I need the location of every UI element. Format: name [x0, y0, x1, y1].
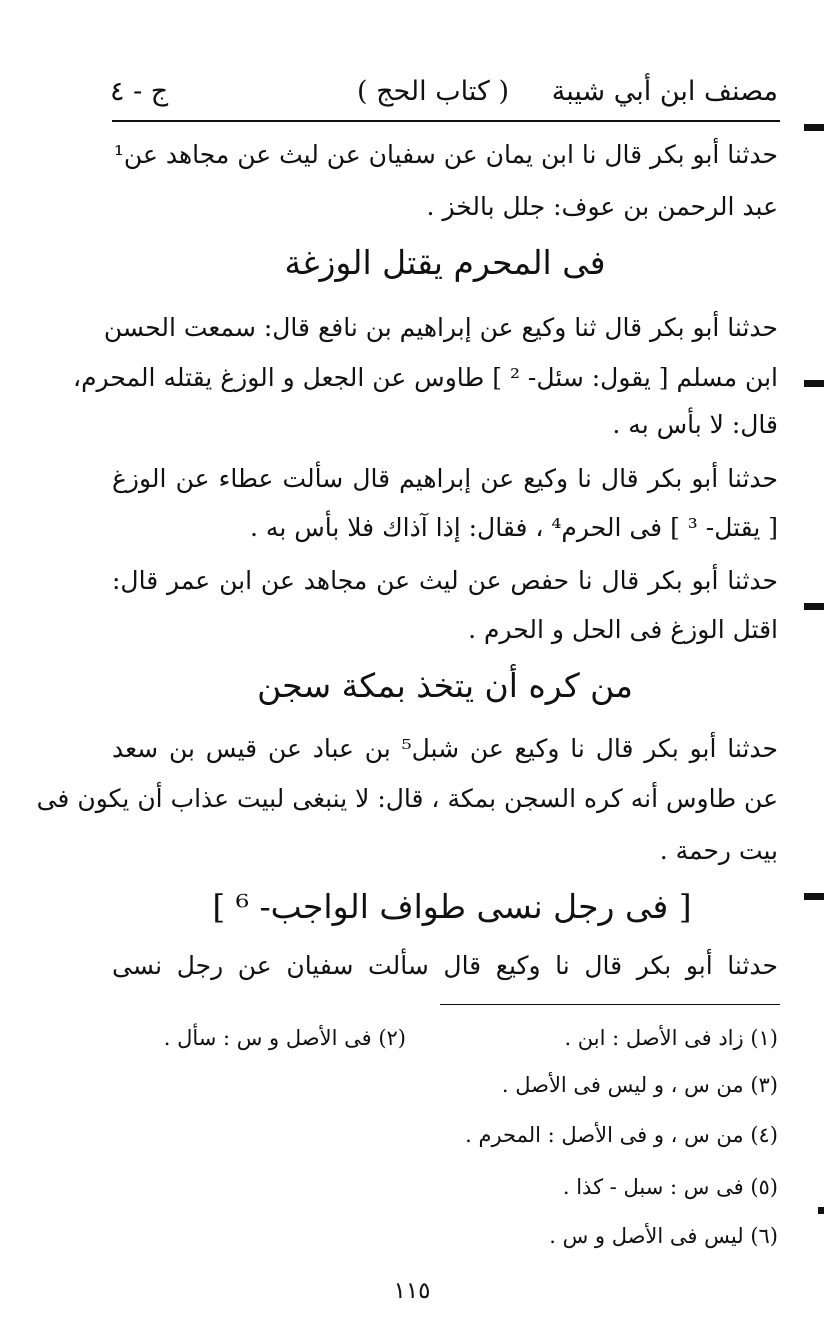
footnote: (٥) فى س : سبل - كذا . — [562, 1175, 778, 1199]
margin-mark — [804, 603, 824, 610]
text-line: عن طاوس أنه كره السجن بمكة ، قال: لا ينبغى لبيت عذاب أن يكون فى — [36, 784, 778, 813]
margin-mark — [804, 124, 824, 131]
margin-mark — [804, 893, 824, 900]
section-heading: [ فى رجل نسى طواف الواجب- ⁶ ] — [212, 887, 692, 926]
header-rule — [112, 120, 780, 122]
section-heading: من كره أن يتخذ بمكة سجن — [257, 666, 633, 705]
text-line: بيت رحمة . — [659, 836, 778, 865]
footnote: (٤) من س ، و فى الأصل : المحرم . — [465, 1123, 778, 1147]
footnote: (٣) من س ، و ليس فى الأصل . — [501, 1073, 778, 1097]
margin-mark — [818, 1207, 824, 1214]
text-line: [ يقتل- ³ ] فى الحرم⁴ ، فقال: إذا آذاك فلا بأس به . — [250, 513, 778, 542]
footnote: (٦) ليس فى الأصل و س . — [549, 1224, 778, 1248]
text-line: حدثنا أبو بكر قال نا وكيع عن إبراهيم قال سألت عطاء عن الوزغ — [112, 464, 778, 493]
header-volume: ج - ٤ — [110, 76, 169, 107]
text-line: حدثنا أبو بكر قال نا وكيع قال سألت سفيان عن رجل نسى — [112, 951, 778, 980]
text-line: قال: لا بأس به . — [612, 410, 778, 439]
header-book-title: مصنف ابن أبي شيبة — [551, 76, 778, 107]
text-line: حدثنا أبو بكر قال نا وكيع عن شبل⁵ بن عباد عن قيس بن سعد — [112, 734, 778, 763]
text-line: اقتل الوزغ فى الحل و الحرم . — [468, 615, 778, 644]
header-chapter-title: ( كتاب الحج ) — [356, 76, 509, 107]
footnote-rule — [440, 1004, 780, 1005]
margin-mark — [804, 380, 824, 387]
text-line: حدثنا أبو بكر قال نا حفص عن ليث عن مجاهد عن ابن عمر قال: — [112, 566, 778, 595]
text-line: حدثنا أبو بكر قال نا ابن يمان عن سفيان عن ليث عن مجاهد عن¹ — [113, 140, 778, 169]
page-number: ١١٥ — [393, 1278, 431, 1304]
footnote: (٢) فى الأصل و س : سأل . — [163, 1026, 406, 1050]
footnote: (١) زاد فى الأصل : ابن . — [564, 1026, 778, 1050]
text-line: حدثنا أبو بكر قال ثنا وكيع عن إبراهيم بن نافع قال: سمعت الحسن — [103, 313, 778, 342]
text-line: عبد الرحمن بن عوف: جلل بالخز . — [426, 192, 778, 221]
section-heading: فى المحرم يقتل الوزغة — [284, 243, 606, 282]
text-line: ابن مسلم [ يقول: سئل- ² ] طاوس عن الجعل و الوزغ يقتله المحرم، — [73, 363, 778, 392]
